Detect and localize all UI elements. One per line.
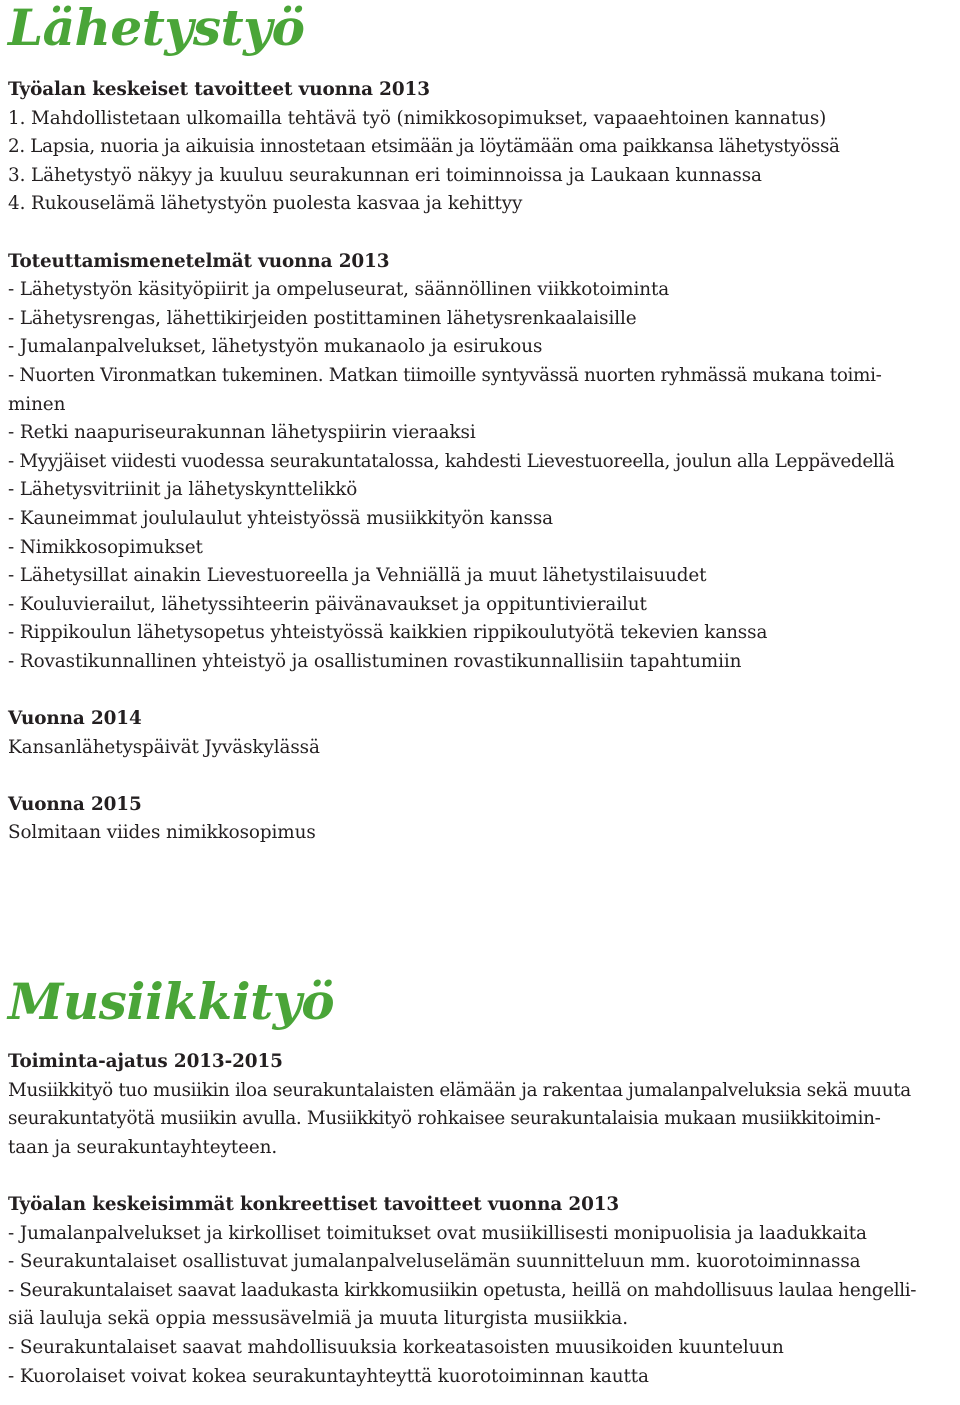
mission-method-item: - Jumalanpalvelukset, lähetystyön mukanaolo ja esirukous — [8, 336, 543, 358]
music-idea-line: Musiikkityö tuo musiikin iloa seurakuntalaisten elämään ja rakentaa jumalanpalveluksia sekä muuta — [8, 1079, 911, 1101]
music-idea-line: seurakuntatyötä musiikin avulla. Musiikkityö rohkaisee seurakuntalaisia mukaan musiikkitoimin- — [8, 1108, 881, 1130]
mission-method-item: - Retki naapuriseurakunnan lähetyspiirin vieraaksi — [8, 422, 476, 444]
music-idea-heading: Toiminta-ajatus 2013-2015 — [8, 1051, 283, 1073]
year-2014-heading: Vuonna 2014 — [8, 708, 142, 730]
mission-goal-item: 1. Mahdollistetaan ulkomailla tehtävä työ (nimikkosopimukset, vapaaehtoinen kannatus) — [8, 107, 827, 129]
music-goal-item: - Seurakuntalaiset saavat laadukasta kirkkomusiikin opetusta, heillä on mahdollisuus laulaa hengelli- — [8, 1279, 917, 1301]
music-goal-item: - Jumalanpalvelukset ja kirkolliset toimitukset ovat musiikillisesti monipuolisia ja laadukkaita — [8, 1222, 867, 1244]
mission-method-item: - Rippikoulun lähetysopetus yhteistyössä kaikkien rippikoulutyötä tekevien kanssa — [8, 622, 768, 644]
mission-method-item: - Kouluvierailut, lähetyssihteerin päivänavaukset ja oppituntivierailut — [8, 593, 647, 615]
mission-method-item: - Kauneimmat joululaulut yhteistyössä musiikkityön kanssa — [8, 507, 554, 529]
mission-goals-heading: Työalan keskeiset tavoitteet vuonna 2013 — [8, 79, 430, 100]
mission-method-item: - Lähetystyön käsityöpiirit ja ompeluseurat, säännöllinen viikkotoiminta — [8, 279, 670, 301]
mission-method-item: minen — [8, 393, 66, 415]
mission-method-item: - Nimikkosopimukset — [8, 536, 203, 558]
year-2015-text: Solmitaan viides nimikkosopimus — [8, 822, 316, 844]
music-goal-item: siä lauluja sekä oppia messusävelmiä ja muuta liturgista musiikkia. — [8, 1308, 628, 1330]
music-goal-item: - Seurakuntalaiset saavat mahdollisuuksia korkeatasoisten muusikoiden kuunteluun — [8, 1336, 784, 1358]
music-goal-item: - Kuorolaiset voivat kokea seurakuntayhteyttä kuorotoiminnan kautta — [8, 1365, 649, 1387]
mission-work-section — [8, 0, 956, 848]
mission-method-item: - Lähetysrengas, lähettikirjeiden postittaminen lähetysrenkaalaisille — [8, 307, 637, 329]
music-goal-item: - Seurakuntalaiset osallistuvat jumalanpalveluselämän suunnitteluun mm. kuorotoiminnassa — [8, 1251, 861, 1273]
mission-method-item: - Lähetysvitriinit ja lähetyskynttelikkö — [8, 479, 358, 501]
music-goals-heading: Työalan keskeisimmät konkreettiset tavoitteet vuonna 2013 — [8, 1194, 620, 1215]
music-idea-line: taan ja seurakuntayhteyteen. — [8, 1136, 278, 1158]
mission-goal-item: 3. Lähetystyö näkyy ja kuuluu seurakunnan eri toiminnoissa ja Laukaan kunnassa — [8, 164, 762, 186]
mission-goal-item: 2. Lapsia, nuoria ja aikuisia innostetaan etsimään ja löytämään oma paikkansa lähetystyössä — [8, 136, 840, 158]
document-page — [8, 0, 956, 1391]
mission-method-item: - Lähetysillat ainakin Lievestuoreella ja Vehniällä ja muut lähetystilaisuudet — [8, 565, 707, 587]
mission-method-item: - Rovastikunnallinen yhteistyö ja osallistuminen rovastikunnallisiin tapahtumiin — [8, 650, 742, 672]
mission-work-title: Lähetystyö — [8, 0, 305, 57]
mission-methods-heading: Toteuttamismenetelmät vuonna 2013 — [8, 250, 390, 272]
mission-goal-item: 4. Rukouselämä lähetystyön puolesta kasvaa ja kehittyy — [8, 193, 523, 215]
mission-method-item: - Myyjäiset viidesti vuodessa seurakuntatalossa, kahdesti Lievestuoreella, joulun alla Leppävedellä — [8, 450, 895, 472]
year-2015-heading: Vuonna 2015 — [8, 793, 142, 815]
music-work-title: Musiikkityö — [8, 972, 335, 1032]
year-2014-text: Kansanlähetyspäivät Jyväskylässä — [8, 736, 320, 758]
mission-method-item: - Nuorten Vironmatkan tukeminen. Matkan tiimoille syntyvässä nuorten ryhmässä mukana toimi- — [8, 364, 882, 386]
music-work-section — [8, 974, 956, 1391]
